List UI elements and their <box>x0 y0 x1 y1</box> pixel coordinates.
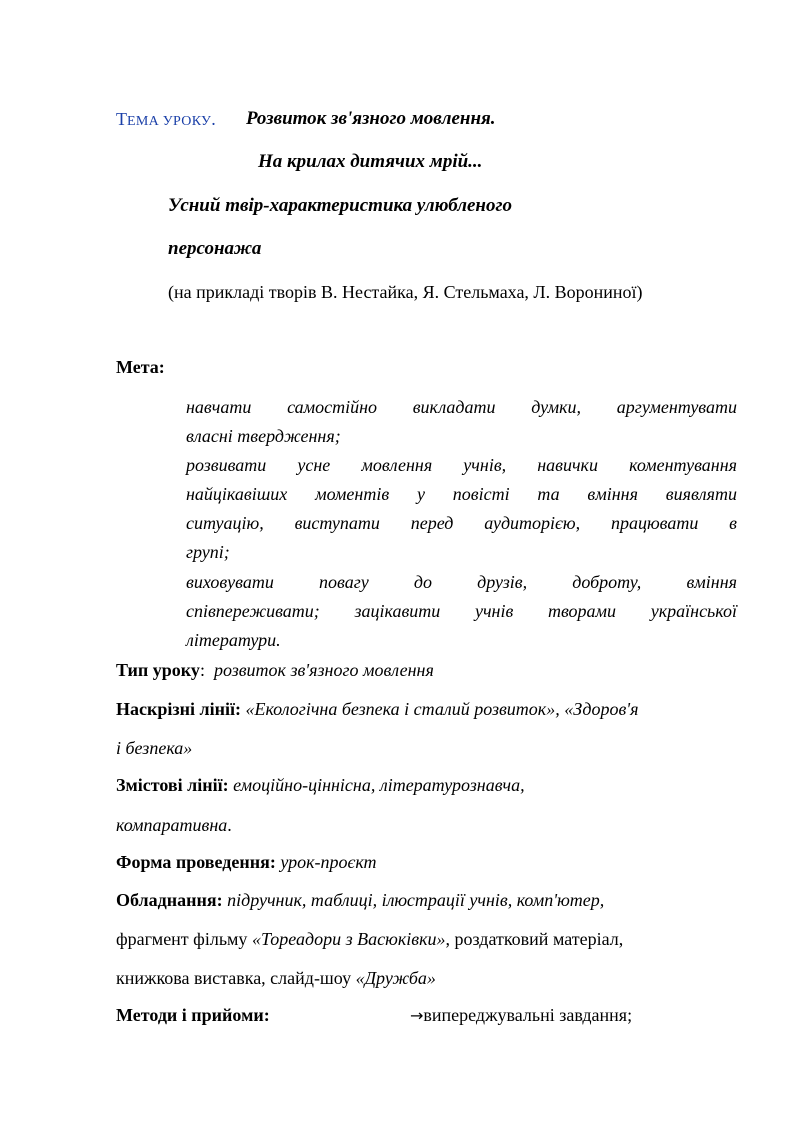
content-lines-row <box>116 776 525 794</box>
arrow-right-icon: → <box>410 1006 424 1025</box>
form-label: Форма проведення: <box>116 852 276 872</box>
equipment-label: Обладнання: <box>116 890 223 910</box>
lesson-title-line-3: Усний твір-характеристика улюбленого <box>168 195 512 216</box>
lesson-title-line-1: Розвиток зв'язного мовлення. <box>246 108 496 129</box>
goal-line: власні твердження; <box>186 426 341 446</box>
content-lines-value-cont: компаративна. <box>116 815 232 835</box>
lesson-type-value: розвиток зв'язного мовлення <box>213 660 434 680</box>
topic-label: ТЕМА УРОКУ. <box>116 109 216 129</box>
content-lines-label: Змістові лінії: <box>116 775 229 795</box>
goal-line: навчати самостійно викладати думки, аргументувати <box>186 397 737 417</box>
equipment-line-3: книжкова виставка, слайд-шоу «Дружба» <box>116 968 436 988</box>
methods-label: Методи і прийоми: <box>116 1005 270 1025</box>
goal-line: групі; <box>186 542 230 562</box>
form-value: урок-проєкт <box>280 852 377 872</box>
lesson-title-line-4: персонажа <box>168 238 262 259</box>
goal-line: найцікавіших моментів у повісті та вміння виявляти <box>186 484 737 504</box>
form-row <box>116 853 377 871</box>
cross-lines-label: Наскрізні лінії: <box>116 699 241 719</box>
equipment-value: підручник, таблиці, ілюстрації учнів, комп'ютер, <box>227 890 605 910</box>
lesson-subtitle: (на прикладі творів В. Нестайка, Я. Стельмаха, Л. Ворониної) <box>168 282 643 302</box>
cross-lines-value: «Екологічна безпека і сталий розвиток», «Здоров'я <box>245 699 639 719</box>
goal-line: співпереживати; зацікавити учнів творами української <box>186 601 737 621</box>
cross-lines-value-cont: і безпека» <box>116 738 193 758</box>
cross-lines-row <box>116 700 639 718</box>
content-lines-value: емоційно-ціннісна, літературознавча, <box>233 775 525 795</box>
goals-label: Мета: <box>116 357 165 377</box>
equipment-row <box>116 891 604 909</box>
lesson-type-label: Тип уроку <box>116 660 200 680</box>
lesson-title-line-2: На крилах дитячих мрій... <box>258 151 483 172</box>
methods-first-item: →випереджувальні завдання; <box>410 1005 633 1025</box>
goal-line: виховувати повагу до друзів, доброту, вміння <box>186 572 737 592</box>
goal-line: ситуацію, виступати перед аудиторією, працювати в <box>186 513 737 533</box>
lesson-type-row: Тип уроку: розвиток зв'язного мовлення <box>116 660 434 680</box>
goal-line: літератури. <box>186 630 281 650</box>
equipment-line-2: фрагмент фільму «Тореадори з Васюківки», роздатковий матеріал, <box>116 929 624 949</box>
goal-line: розвивати усне мовлення учнів, навички коментування <box>186 455 737 475</box>
